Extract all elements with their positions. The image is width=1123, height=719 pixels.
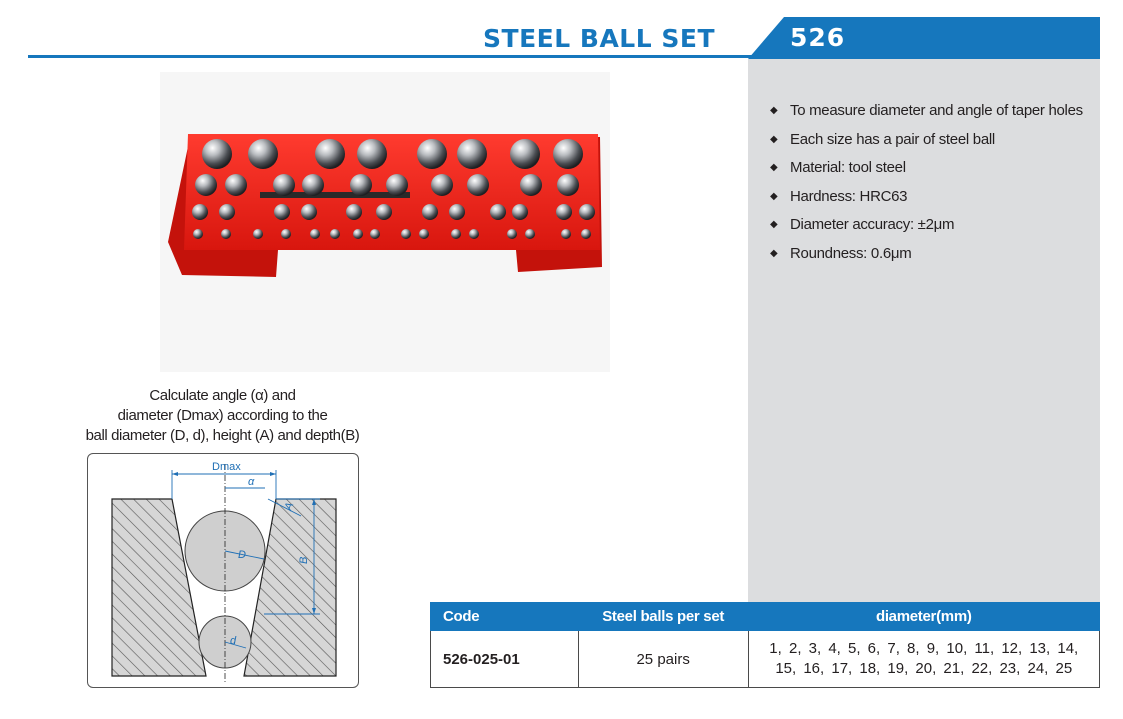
column-header-steel-balls: Steel balls per set: [578, 603, 748, 631]
steel-ball: [557, 174, 579, 196]
steel-ball: [376, 204, 392, 220]
feature-item: ◆ Material: tool steel: [770, 159, 906, 176]
steel-ball: [469, 229, 479, 239]
svg-text:Dmax: Dmax: [212, 461, 241, 473]
diamond-bullet-icon: ◆: [770, 190, 778, 202]
steel-ball: [422, 204, 438, 220]
cell-pairs: 25 pairs: [578, 631, 748, 688]
steel-ball: [281, 229, 291, 239]
steel-ball: [401, 229, 411, 239]
diamond-bullet-icon: ◆: [770, 133, 778, 145]
steel-ball: [302, 174, 324, 196]
steel-ball: [192, 204, 208, 220]
model-number: 526: [790, 23, 846, 52]
steel-ball: [581, 229, 591, 239]
steel-ball: [346, 204, 362, 220]
steel-ball: [274, 204, 290, 220]
steel-ball: [370, 229, 380, 239]
steel-ball: [510, 139, 540, 169]
diamond-bullet-icon: ◆: [770, 219, 778, 230]
steel-ball: [451, 229, 461, 239]
steel-ball: [310, 229, 320, 239]
steel-ball: [457, 139, 487, 169]
svg-text:α: α: [248, 476, 255, 488]
taper-hole-diagram: [87, 453, 359, 688]
steel-ball: [195, 174, 217, 196]
steel-ball: [301, 204, 317, 220]
steel-ball: [193, 229, 203, 239]
svg-text:d: d: [230, 635, 237, 647]
steel-ball: [507, 229, 517, 239]
steel-ball: [520, 174, 542, 196]
column-header-code: Code: [431, 603, 579, 631]
steel-ball: [467, 174, 489, 196]
steel-ball: [525, 229, 535, 239]
steel-ball: [219, 204, 235, 220]
steel-ball: [417, 139, 447, 169]
cell-code: 526-025-01: [431, 631, 579, 688]
steel-ball: [353, 229, 363, 239]
steel-ball-tray-image: [160, 72, 610, 372]
steel-ball: [419, 229, 429, 239]
steel-ball: [330, 229, 340, 239]
steel-ball: [490, 204, 506, 220]
steel-ball: [221, 229, 231, 239]
feature-item: ◆ Roundness: 0.6μm: [770, 244, 912, 262]
steel-ball: [386, 174, 408, 196]
steel-ball: [556, 204, 572, 220]
feature-item: ◆ Each size has a pair of steel ball: [770, 130, 995, 148]
steel-ball: [561, 229, 571, 239]
diamond-bullet-icon: ◆: [770, 162, 778, 173]
column-header-diameter: diameter(mm): [748, 603, 1099, 631]
steel-ball: [357, 139, 387, 169]
steel-ball: [431, 174, 453, 196]
steel-ball: [248, 139, 278, 169]
diamond-bullet-icon: ◆: [770, 247, 778, 259]
steel-ball: [273, 174, 295, 196]
steel-ball: [253, 229, 263, 239]
steel-ball: [579, 204, 595, 220]
feature-list: [770, 101, 1083, 272]
feature-item: ◆ Diameter accuracy: ±2μm: [770, 216, 955, 233]
steel-ball: [315, 139, 345, 169]
table-header-row: [431, 603, 1100, 631]
spec-table: [430, 602, 1100, 688]
steel-ball: [225, 174, 247, 196]
svg-text:A: A: [282, 501, 297, 513]
feature-item: ◆ To measure diameter and angle of taper holes: [770, 102, 1083, 119]
steel-ball: [512, 204, 528, 220]
diamond-bullet-icon: ◆: [770, 105, 778, 116]
product-photo: [160, 72, 610, 372]
cell-diameters: 1, 2, 3, 4, 5, 6, 7, 8, 9, 10, 11, 12, 13, 14, 15, 16, 17, 18, 19, 20, 21, 22, 23, 24, 25: [748, 631, 1099, 688]
steel-ball: [350, 174, 372, 196]
steel-ball: [202, 139, 232, 169]
page-title: STEEL BALL SET: [483, 24, 715, 53]
table-row: [431, 631, 1100, 688]
feature-item: ◆ Hardness: HRC63: [770, 187, 908, 205]
svg-text:B: B: [298, 556, 310, 564]
calculation-caption: Calculate angle (α) and diameter (Dmax) according to the ball diameter (D, d), height (A) and depth(B): [85, 387, 360, 444]
steel-ball: [449, 204, 465, 220]
svg-text:D: D: [238, 549, 246, 561]
steel-ball: [553, 139, 583, 169]
taper-hole-drawing: [88, 454, 360, 689]
